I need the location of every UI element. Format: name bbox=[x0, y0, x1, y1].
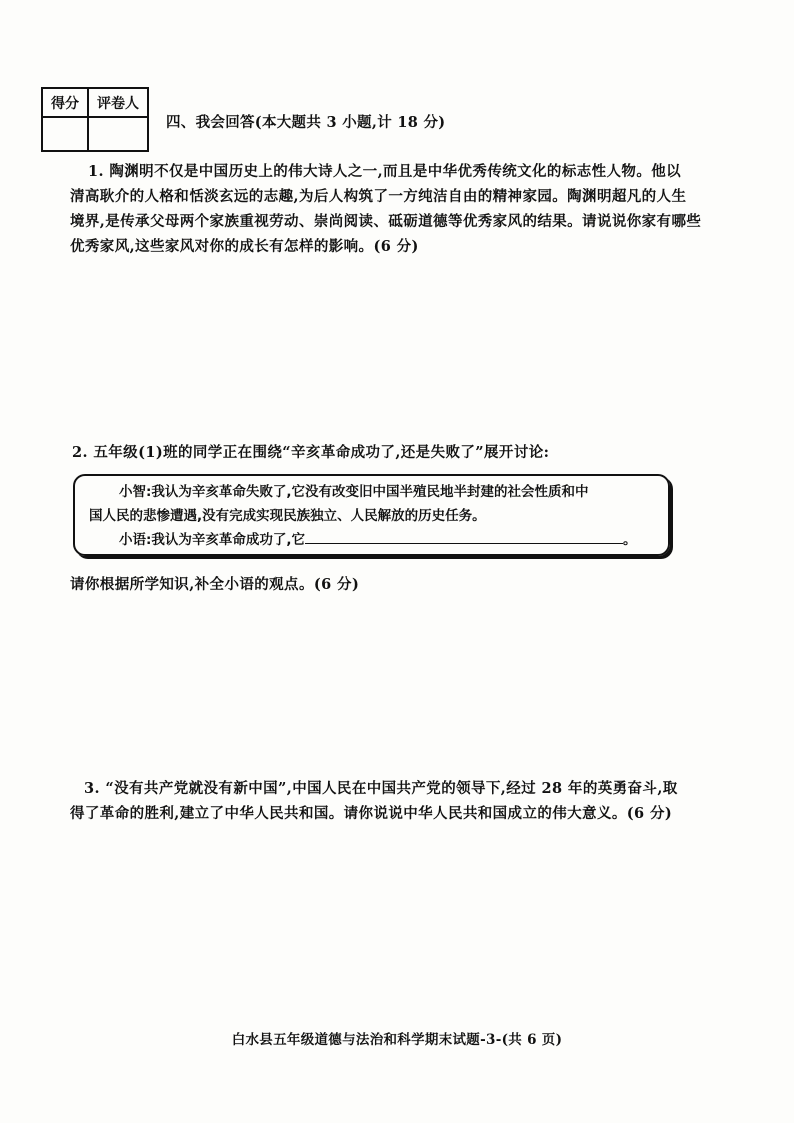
score-label: 得分 bbox=[42, 88, 88, 117]
question-1-line-2: 清高耿介的人格和恬淡玄远的志趣,为后人构筑了一方纯洁自由的精神家园。陶渊明超凡的人生 bbox=[70, 188, 687, 205]
question-1-line-1: 1. 陶渊明不仅是中国历史上的伟大诗人之一,而且是中华优秀传统文化的标志性人物。他以 bbox=[88, 163, 682, 180]
xiaoyu-line bbox=[89, 528, 656, 552]
answer-blank[interactable] bbox=[305, 529, 623, 544]
grader-label: 评卷人 bbox=[88, 88, 148, 117]
score-table bbox=[41, 87, 149, 152]
question-1-line-4: 优秀家风,这些家风对你的成长有怎样的影响。(6 分) bbox=[70, 238, 419, 255]
section-title: 四、我会回答(本大题共 3 小题,计 18 分) bbox=[166, 114, 446, 131]
xiaoyu-prefix: 小语:我认为辛亥革命成功了,它 bbox=[119, 532, 306, 548]
xiaozhi-line-2: 国人民的悲惨遭遇,没有完成实现民族独立、人民解放的历史任务。 bbox=[89, 508, 486, 524]
xiaoyu-suffix: 。 bbox=[623, 532, 637, 548]
question-3-line-1: 3. “没有共产党就没有新中国”,中国人民在中国共产党的领导下,经过 28 年的英勇奋斗,取 bbox=[84, 780, 678, 797]
grader-cell[interactable] bbox=[88, 117, 148, 151]
question-3 bbox=[70, 776, 720, 826]
question-1-line-3: 境界,是传承父母两个家族重视劳动、崇尚阅读、砥砺道德等优秀家风的结果。请说说你家有哪些 bbox=[70, 213, 702, 230]
question-2-prompt: 请你根据所学知识,补全小语的观点。(6 分) bbox=[70, 576, 360, 593]
dialog-box bbox=[73, 474, 670, 556]
question-2-intro: 2. 五年级(1)班的同学正在围绕“辛亥革命成功了,还是失败了”展开讨论: bbox=[72, 444, 550, 461]
page-footer: 白水县五年级道德与法治和科学期末试题-3-(共 6 页) bbox=[231, 1032, 563, 1048]
xiaozhi-line-1: 小智:我认为辛亥革命失败了,它没有改变旧中国半殖民地半封建的社会性质和中 bbox=[119, 484, 589, 500]
question-1 bbox=[70, 159, 720, 259]
score-cell[interactable] bbox=[42, 117, 88, 151]
question-3-line-2: 得了革命的胜利,建立了中华人民共和国。请你说说中华人民共和国成立的伟大意义。(6 分) bbox=[70, 805, 673, 822]
